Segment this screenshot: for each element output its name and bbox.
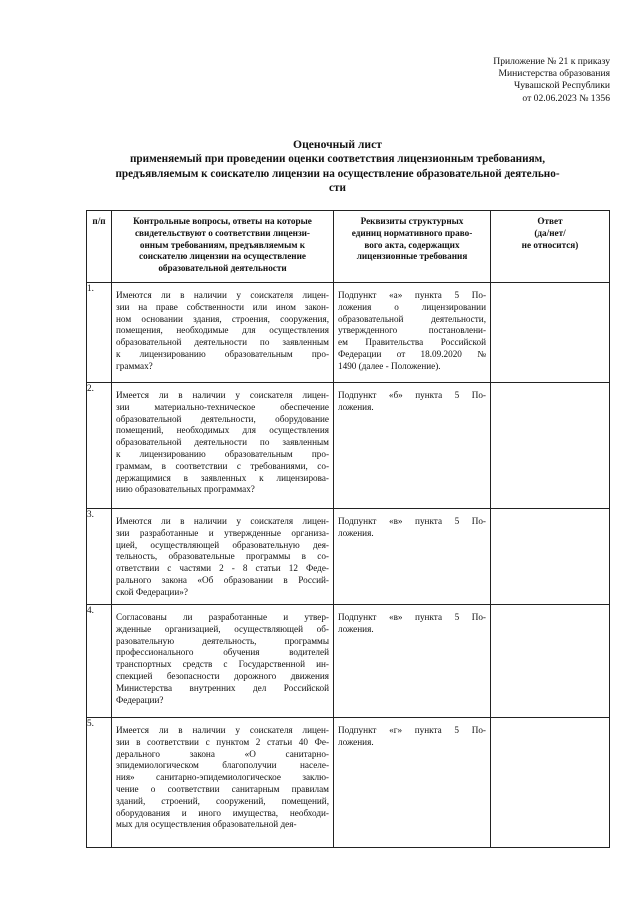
table-row xyxy=(87,383,610,509)
text-line: цией, осуществляющей образовательную дея- xyxy=(116,539,329,550)
appendix-note xyxy=(493,56,610,105)
text-line: эпидемиологическом благополучии населе- xyxy=(116,760,329,771)
text-line: Федерации от 18.09.2020 № xyxy=(338,348,486,359)
question-cell xyxy=(112,718,334,848)
answer-cell[interactable] xyxy=(491,605,610,718)
header-requisites xyxy=(334,211,491,283)
requisites-cell xyxy=(334,283,491,383)
text-line: ложения о лицензировании xyxy=(338,301,486,312)
text-line: помещения, необходимые для осуществления xyxy=(116,325,329,336)
text-line: рального закона «Об образовании в Россий- xyxy=(116,574,329,585)
answer-cell[interactable] xyxy=(491,718,610,848)
text-line: от 02.06.2023 № 1356 xyxy=(522,92,610,104)
text-line: ложения. xyxy=(338,527,374,538)
row-number: 5. xyxy=(87,718,112,848)
text-line: мых для осуществления образовательной дея- xyxy=(116,819,297,830)
requisites-cell xyxy=(334,718,491,848)
text-line: 1490 (далее - Положение). xyxy=(338,360,441,371)
text-line: образовательной деятельности, оборудование xyxy=(116,413,329,424)
row-number: 2. xyxy=(87,383,112,509)
text-line: п/п xyxy=(92,216,106,226)
text-line: ской Федерации»? xyxy=(116,586,188,597)
text-line: граммах? xyxy=(116,360,153,371)
text-line: к лицензированию образовательным про- xyxy=(116,448,329,459)
requisites-cell xyxy=(334,509,491,605)
text-line: Имеются ли в наличии у соискателя лицен- xyxy=(116,290,329,300)
text-line: зии в соответствии с пунктом 2 статьи 40 Фе- xyxy=(116,736,329,747)
text-line: образовательной деятельности по заявленным xyxy=(116,437,329,448)
table-row xyxy=(87,509,610,605)
text-line: дерального закона «О санитарно- xyxy=(116,748,329,759)
text-line: Министерства внутренних дел Российской xyxy=(116,682,329,693)
text-line: предъявляемым к соискателю лицензии на осуществление образовательной деятельно- xyxy=(115,167,560,180)
text-line: образовательной деятельности xyxy=(158,263,287,274)
text-line: (да/нет/ xyxy=(534,227,566,238)
text-line: Министерства образования xyxy=(498,68,610,80)
text-line: чение о соответствии санитарным правилам xyxy=(116,783,329,794)
text-line: транспортных средств с Государственной ин- xyxy=(116,659,329,670)
document-title xyxy=(70,138,605,196)
text-line: Подпункт «в» пункта 5 По- xyxy=(338,516,486,526)
answer-cell[interactable] xyxy=(491,509,610,605)
text-line: Приложение № 21 к приказу xyxy=(493,56,610,67)
text-line: Имеется ли в наличии у соискателя лицен- xyxy=(116,390,329,400)
text-line: онным требованиям, предъявляемым к xyxy=(139,239,306,250)
text-line: ложения. xyxy=(338,401,374,412)
answer-cell[interactable] xyxy=(491,283,610,383)
text-line: ложения. xyxy=(338,736,374,747)
question-cell xyxy=(112,605,334,718)
requisites-cell xyxy=(334,383,491,509)
text-line: нию образовательных программах? xyxy=(116,484,255,495)
title-main: Оценочный лист xyxy=(293,138,382,151)
header-question xyxy=(112,211,334,283)
text-line: свидетельствуют о соответствии лицензи- xyxy=(134,227,310,238)
text-line: Подпункт «б» пункта 5 По- xyxy=(338,390,486,400)
row-number: 1. xyxy=(87,283,112,383)
text-line: тельность, образовательные программы в со- xyxy=(116,551,329,562)
text-line: лицензионные требования xyxy=(356,251,468,262)
text-line: применяемый при проведении оценки соответствия лицензионным требованиям, xyxy=(129,153,546,166)
text-line: вого акта, содержащих xyxy=(364,239,460,250)
text-line: к лицензированию образовательным про- xyxy=(116,348,329,359)
table-row xyxy=(87,718,610,848)
table-row xyxy=(87,605,610,718)
text-line: зии разработанные и утвержденные организа- xyxy=(116,527,329,538)
text-line: профессионального обучения водителей xyxy=(116,647,329,658)
evaluation-table xyxy=(86,210,610,848)
requisites-cell xyxy=(334,605,491,718)
table-row xyxy=(87,283,610,383)
table-header-row xyxy=(87,211,610,283)
text-line: спекцией безопасности дорожного движения xyxy=(116,670,329,681)
text-line: утвержденного постановлени- xyxy=(338,325,486,336)
text-line: ном основании здания, строения, сооружения, xyxy=(116,313,329,324)
text-line: Согласованы ли разработанные и утвер- xyxy=(116,612,329,622)
text-line: держащимися в заявленных к лицензирова- xyxy=(116,472,329,483)
text-line: Подпункт «г» пункта 5 По- xyxy=(338,725,486,735)
text-line: Реквизиты структурных xyxy=(360,216,464,226)
text-line: Федерации? xyxy=(116,694,164,705)
text-line: Чувашской Республики xyxy=(514,80,610,92)
text-line: оборудования и иного имущества, необходи- xyxy=(116,807,329,818)
text-line: граммам, в соответствии с требованиями, со- xyxy=(116,460,329,471)
text-line: сти xyxy=(329,182,346,195)
header-num xyxy=(87,211,112,283)
row-number: 3. xyxy=(87,509,112,605)
text-line: зии материально-техническое обеспечение xyxy=(116,401,329,412)
text-line: Подпункт «в» пункта 5 По- xyxy=(338,612,486,622)
text-line: ответствии с частями 2 - 8 статьи 12 Феде- xyxy=(116,563,329,574)
text-line: Имеется ли в наличии у соискателя лицен- xyxy=(116,725,329,735)
text-line: зданий, строений, сооружений, помещений, xyxy=(116,795,329,806)
text-line: Подпункт «а» пункта 5 По- xyxy=(338,290,486,300)
text-line: Имеются ли в наличии у соискателя лицен- xyxy=(116,516,329,526)
text-line: ния» санитарно-эпидемиологическое заклю- xyxy=(116,772,329,783)
row-number: 4. xyxy=(87,605,112,718)
question-cell xyxy=(112,283,334,383)
text-line: разовательную деятельность, программы xyxy=(116,635,329,646)
text-line: образовательной деятельности по заявленным xyxy=(116,337,329,348)
question-cell xyxy=(112,383,334,509)
text-line: Контрольные вопросы, ответы на которые xyxy=(133,216,312,226)
header-answer xyxy=(491,211,610,283)
text-line: единиц нормативного право- xyxy=(351,227,473,238)
text-line: образовательной деятельности, xyxy=(338,313,486,324)
text-line: не относится) xyxy=(521,239,579,250)
title-subtitle xyxy=(70,152,605,195)
text-line: соискателю лицензии на осуществление xyxy=(139,251,306,262)
text-line: Ответ xyxy=(537,216,563,226)
text-line: помещений, необходимых для осуществления xyxy=(116,425,329,436)
answer-cell[interactable] xyxy=(491,383,610,509)
text-line: ем Правительства Российской xyxy=(338,337,486,348)
text-line: зии на праве собственности или ином закон- xyxy=(116,301,329,312)
text-line: жденные организацией, осуществляющей об- xyxy=(116,623,329,634)
question-cell xyxy=(112,509,334,605)
text-line: ложения. xyxy=(338,623,374,634)
